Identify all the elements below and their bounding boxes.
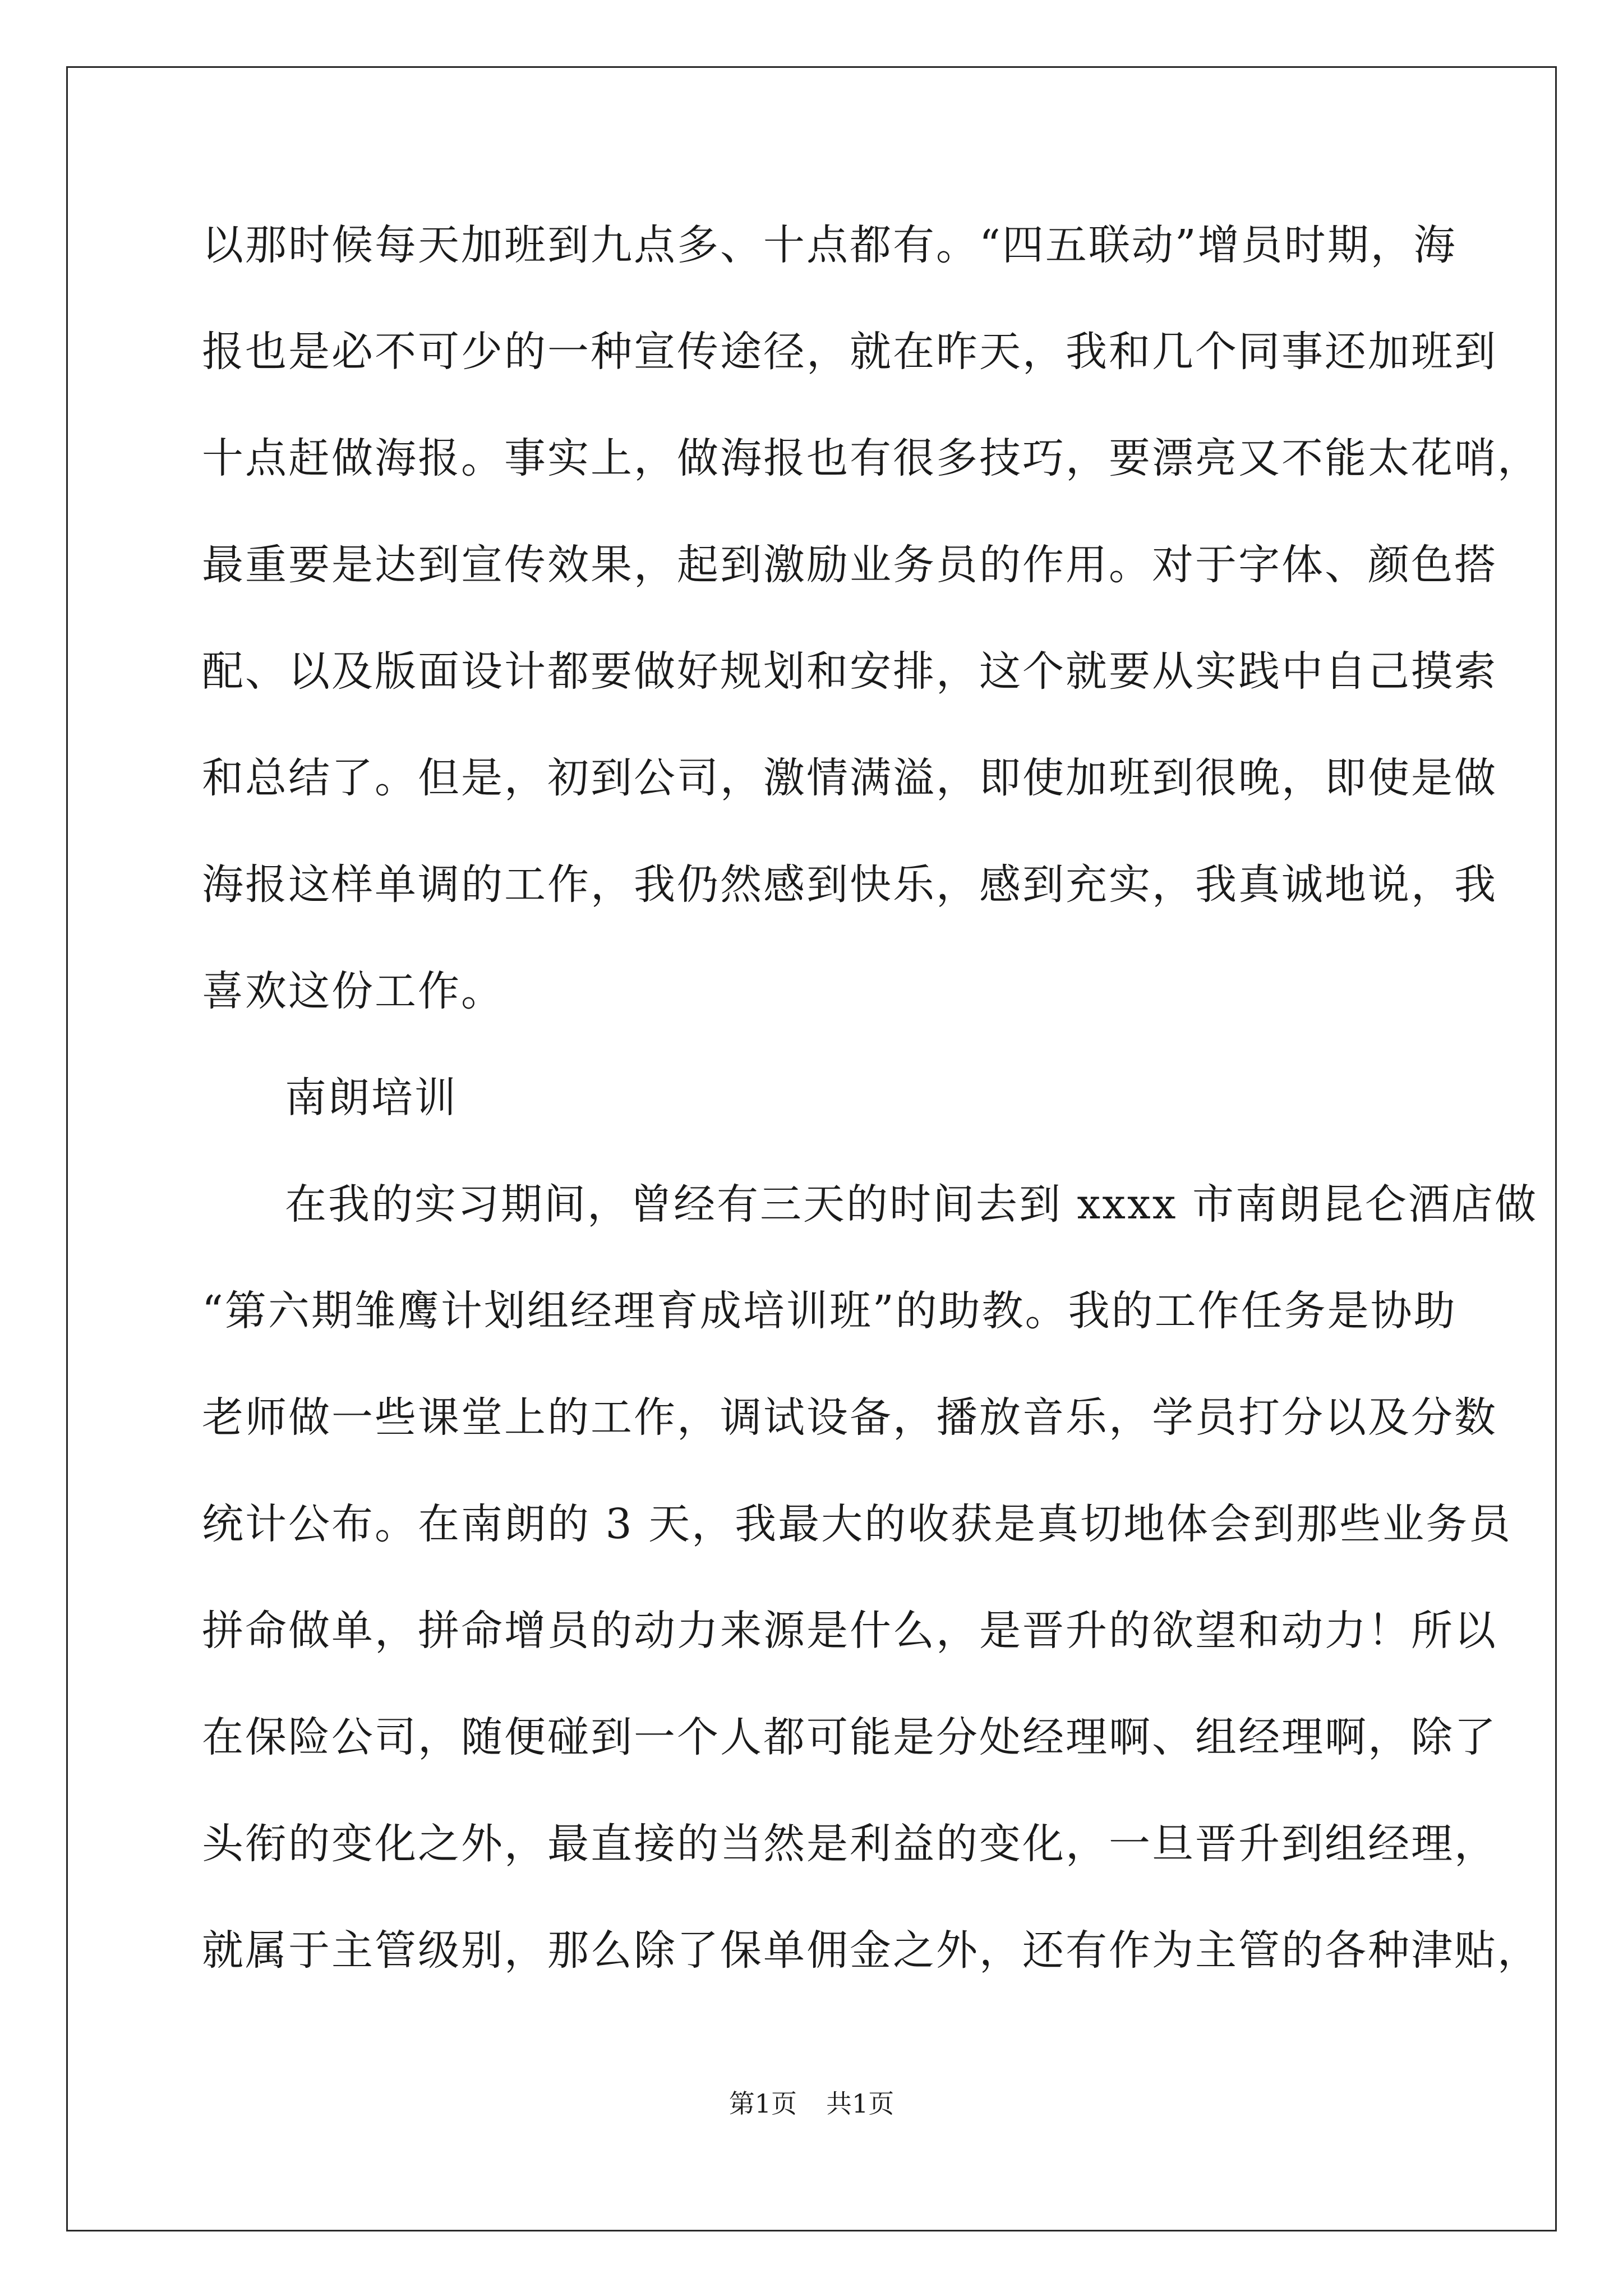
body-line: 头衔的变化之外，最直接的当然是利益的变化，一旦晋升到组经理， (202, 1820, 1497, 1868)
body-line: “第六期雏鹰计划组经理育成培训班”的助教。我的工作任务是协助 (202, 1287, 1457, 1335)
body-line: 海报这样单调的工作，我仍然感到快乐，感到充实，我真诚地说，我 (202, 861, 1497, 909)
page-number: 第1页 (728, 2088, 797, 2119)
body-line: 和总结了。但是，初到公司，激情满溢，即使加班到很晚，即使是做 (202, 754, 1497, 802)
body-line: 最重要是达到宣传效果，起到激励业务员的作用。对于字体、颜色搭 (202, 541, 1497, 589)
body-line: 报也是必不可少的一种宣传途径，就在昨天，我和几个同事还加班到 (202, 328, 1497, 376)
body-line: 十点赶做海报。事实上，做海报也有很多技巧，要漂亮又不能太花哨， (202, 434, 1541, 482)
body-line: 统计公布。在南朗的 3 天，我最大的收获是真切地体会到那些业务员 (202, 1500, 1513, 1548)
body-line: 喜欢这份工作。 (202, 967, 504, 1015)
section-heading: 南朗培训 (285, 1074, 458, 1122)
body-line: 在保险公司，随便碰到一个人都可能是分处经理啊、组经理啊，除了 (202, 1713, 1497, 1761)
body-line: 在我的实习期间，曾经有三天的时间去到 xxxx 市南朗昆仑酒店做 (285, 1180, 1538, 1228)
body-line: 拼命做单，拼命增员的动力来源是什么，是晋升的欲望和动力！所以 (202, 1607, 1497, 1655)
body-line: 以那时候每天加班到九点多、十点都有。“四五联动”增员时期，海 (202, 221, 1457, 269)
body-line: 配、以及版面设计都要做好规划和安排，这个就要从实践中自己摸索 (202, 647, 1497, 696)
page-border (66, 66, 1557, 2231)
body-line: 就属于主管级别，那么除了保单佣金之外，还有作为主管的各种津贴， (202, 1926, 1541, 1975)
body-line: 老师做一些课堂上的工作，调试设备，播放音乐，学员打分以及分数 (202, 1393, 1497, 1442)
page-total: 共1页 (826, 2088, 895, 2119)
page-footer (0, 2087, 1623, 2120)
